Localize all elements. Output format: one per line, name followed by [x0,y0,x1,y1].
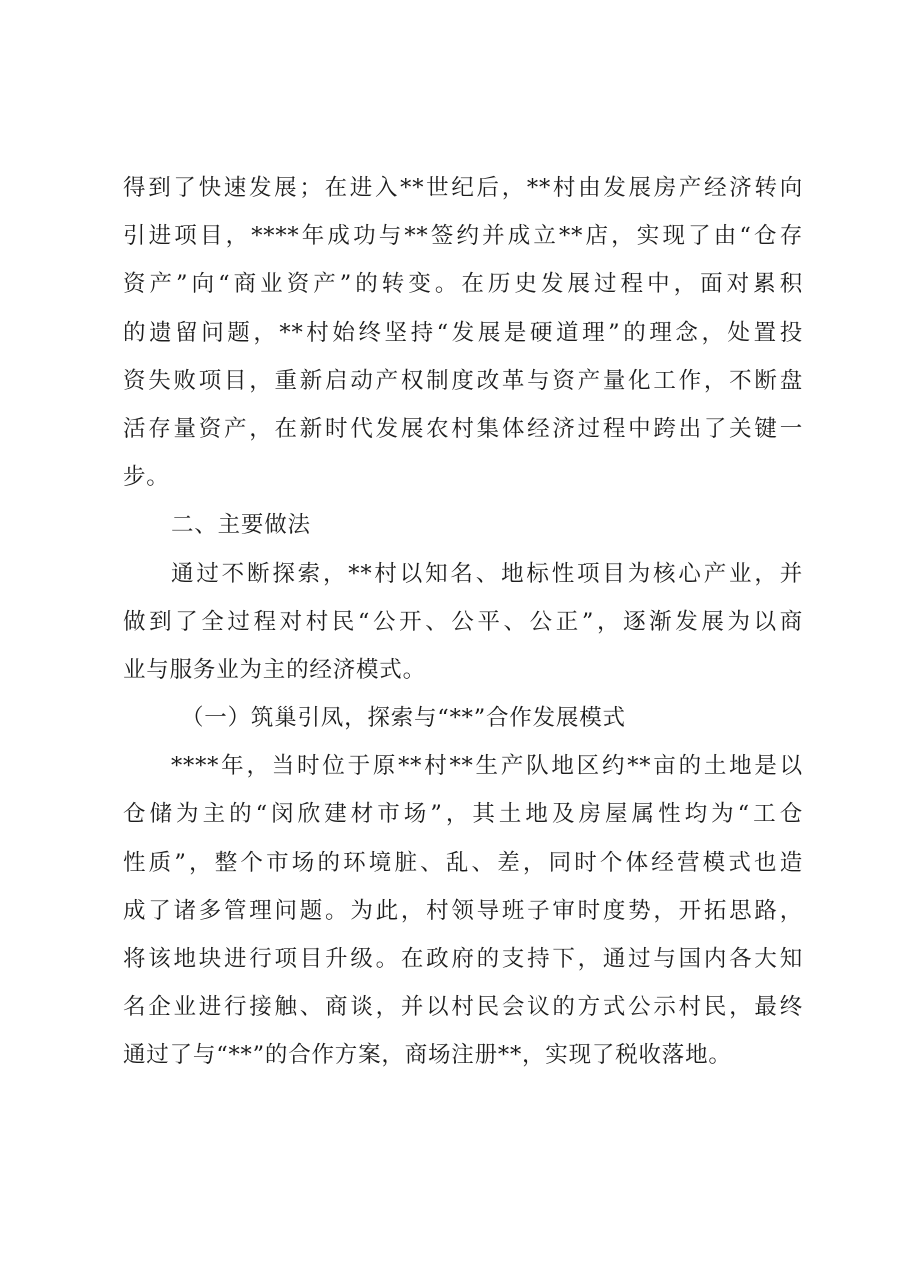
paragraph-3-line: 性质”，整个市场的环境脏、乱、差，同时个体经营模式也造 [123,849,803,876]
paragraph-2-line: 通过不断探索，**村以知名、地标性项目为核心产业，并 [171,560,803,587]
paragraph-1-line: 步。 [123,464,170,491]
paragraph-3-line: 仓储为主的“闵欣建材市场”，其土地及房屋属性均为“工仓 [123,801,803,828]
paragraph-1-line: 活存量资产，在新时代发展农村集体经济过程中跨出了关键一 [123,415,803,442]
subsection-heading: （一）筑巢引凤，探索与“**”合作发展模式 [181,705,626,732]
document-body [123,164,803,1080]
paragraph-3-line: 通过了与“**”的合作方案，商场注册**，实现了税收落地。 [123,1042,732,1069]
paragraph-1-line: 资产”向“商业资产”的转变。在历史发展过程中，面对累积 [123,271,803,298]
paragraph-3-line: ****年，当时位于原**村**生产队地区约**亩的土地是以 [171,753,803,780]
paragraph-3-line: 成了诸多管理问题。为此，村领导班子审时度势，开拓思路， [123,897,803,924]
paragraph-2-line: 做到了全过程对村民“公开、公平、公正”，逐渐发展为以商 [123,608,803,635]
paragraph-1-line: 的遗留问题，**村始终坚持“发展是硬道理”的理念，处置投 [123,319,803,346]
paragraph-3-line: 将该地块进行项目升级。在政府的支持下，通过与国内各大知 [123,946,803,972]
paragraph-1-line: 资失败项目，重新启动产权制度改革与资产量化工作，不断盘 [123,367,803,394]
paragraph-2-line: 业与服务业为主的经济模式。 [123,656,426,683]
paragraph-1-line: 得到了快速发展；在进入**世纪后，**村由发展房产经济转向 [123,175,803,201]
section-heading: 二、主要做法 [171,512,311,539]
paragraph-3-line: 名企业进行接触、商谈，并以村民会议的方式公示村民，最终 [123,994,803,1021]
paragraph-1-line: 引进项目，****年成功与**签约并成立**店，实现了由“仓存 [123,223,803,250]
